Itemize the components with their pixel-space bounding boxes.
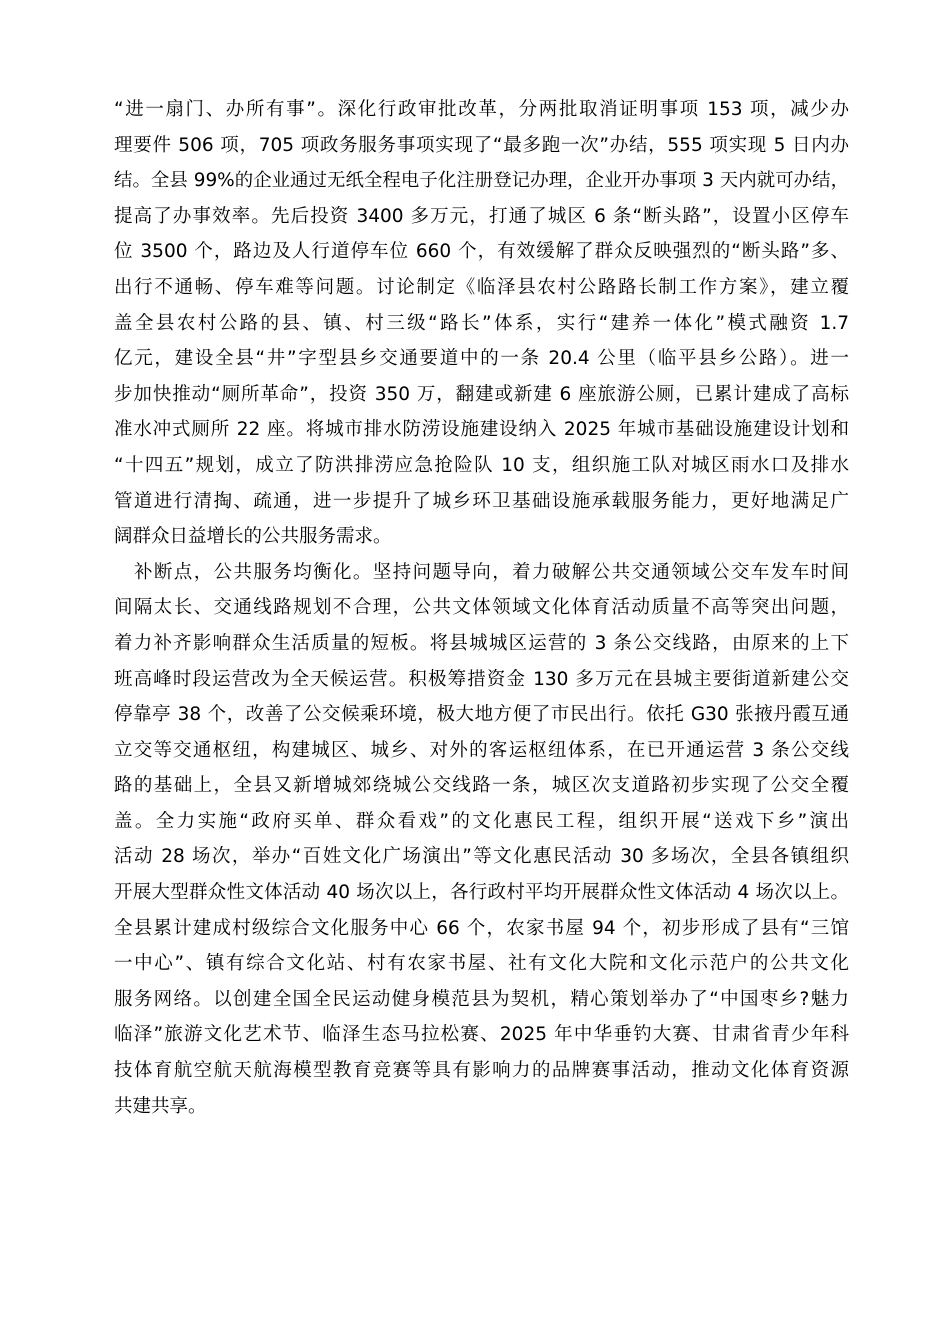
text-line: 技体育航空航天航海模型教育竞赛等具有影响力的品牌赛事活动，推动文化体育资源 (114, 1060, 849, 1082)
text-line: 停靠亭 38 个，改善了公交候乘环境，极大地方便了市民出行。依托 G30 张掖丹霞互通 (114, 704, 849, 726)
text-line: 盖。全力实施“政府买单、群众看戏”的文化惠民工程，组织开展“送戏下乡”演出 (114, 810, 849, 832)
text-line: 亿元，建设全县“井”字型县乡交通要道中的一条 20.4 公里（临平县乡公路）。进一 (114, 348, 849, 370)
text-line: 路的基础上，全县又新增城郊绕城公交线路一条，城区次支道路初步实现了公交全覆 (114, 775, 849, 797)
text-line: 管道进行清掏、疏通，进一步提升了城乡环卫基础设施承载服务能力，更好地满足广 (114, 490, 849, 512)
text-line: 活动 28 场次，举办“百姓文化广场演出”等文化惠民活动 30 多场次，全县各镇组织 (114, 846, 849, 868)
text-line: “十四五”规划，成立了防洪排涝应急抢险队 10 支，组织施工队对城区雨水口及排水 (114, 454, 849, 476)
text-line-first: 补断点，公共服务均衡化。坚持问题导向，着力破解公共交通领域公交车发车时间 (134, 561, 849, 583)
text-line: 步加快推动“厕所革命”，投资 350 万，翻建或新建 6 座旅游公厕，已累计建成了高标 (114, 383, 849, 405)
text-line: 班高峰时段运营改为全天候运营。积极筹措资金 130 多万元在县城主要街道新建公交 (114, 668, 849, 690)
text-line: 盖全县农村公路的县、镇、村三级“路长”体系，实行“建养一体化”模式融资 1.7 (114, 312, 849, 334)
text-line: 间隔太长、交通线路规划不合理，公共文体领域文化体育活动质量不高等突出问题， (114, 597, 849, 619)
text-line: 开展大型群众性文体活动 40 场次以上，各行政村平均开展群众性文体活动 4 场次以上。 (114, 882, 849, 904)
text-line: 理要件 506 项，705 项政务服务事项实现了“最多跑一次”办结，555 项实现 5 日内办 (114, 134, 849, 156)
paragraph-public-services (114, 555, 849, 1125)
paragraph-service-reform (114, 92, 849, 555)
text-line: 服务网络。以创建全国全民运动健身模范县为契机，精心策划举办了“中国枣乡?魅力 (114, 988, 849, 1010)
text-line: 着力补齐影响群众生活质量的短板。将县城城区运营的 3 条公交线路，由原来的上下 (114, 632, 849, 654)
text-line: 立交等交通枢纽，构建城区、城乡、对外的客运枢纽体系，在已开通运营 3 条公交线 (114, 739, 849, 761)
document-body (114, 92, 849, 1124)
text-line: 提高了办事效率。先后投资 3400 多万元，打通了城区 6 条“断头路”，设置小区停车 (114, 205, 849, 227)
text-line: 临泽”旅游文化艺术节、临泽生态马拉松赛、2025 年中华垂钓大赛、甘肃省青少年科 (114, 1024, 849, 1046)
text-line: 位 3500 个，路边及人行道停车位 660 个，有效缓解了群众反映强烈的“断头路”多、 (114, 241, 849, 263)
text-line-last: 共建共享。 (114, 1095, 207, 1117)
text-line: 出行不通畅、停车难等问题。讨论制定《临泽县农村公路路长制工作方案》，建立覆 (114, 276, 849, 298)
text-line: “进一扇门、办所有事”。深化行政审批改革，分两批取消证明事项 153 项，减少办 (114, 99, 849, 120)
text-line: 结。全县 99%的企业通过无纸全程电子化注册登记办理，企业开办事项 3 天内就可办结， (114, 170, 849, 192)
text-line: 一中心”、镇有综合文化站、村有农家书屋、社有文化大院和文化示范户的公共文化 (114, 953, 849, 975)
text-line: 准水冲式厕所 22 座。将城市排水防涝设施建设纳入 2025 年城市基础设施建设计划和 (114, 419, 849, 441)
text-line: 全县累计建成村级综合文化服务中心 66 个，农家书屋 94 个，初步形成了县有“三馆 (114, 917, 849, 939)
text-line-last: 阔群众日益增长的公共服务需求。 (114, 526, 392, 548)
